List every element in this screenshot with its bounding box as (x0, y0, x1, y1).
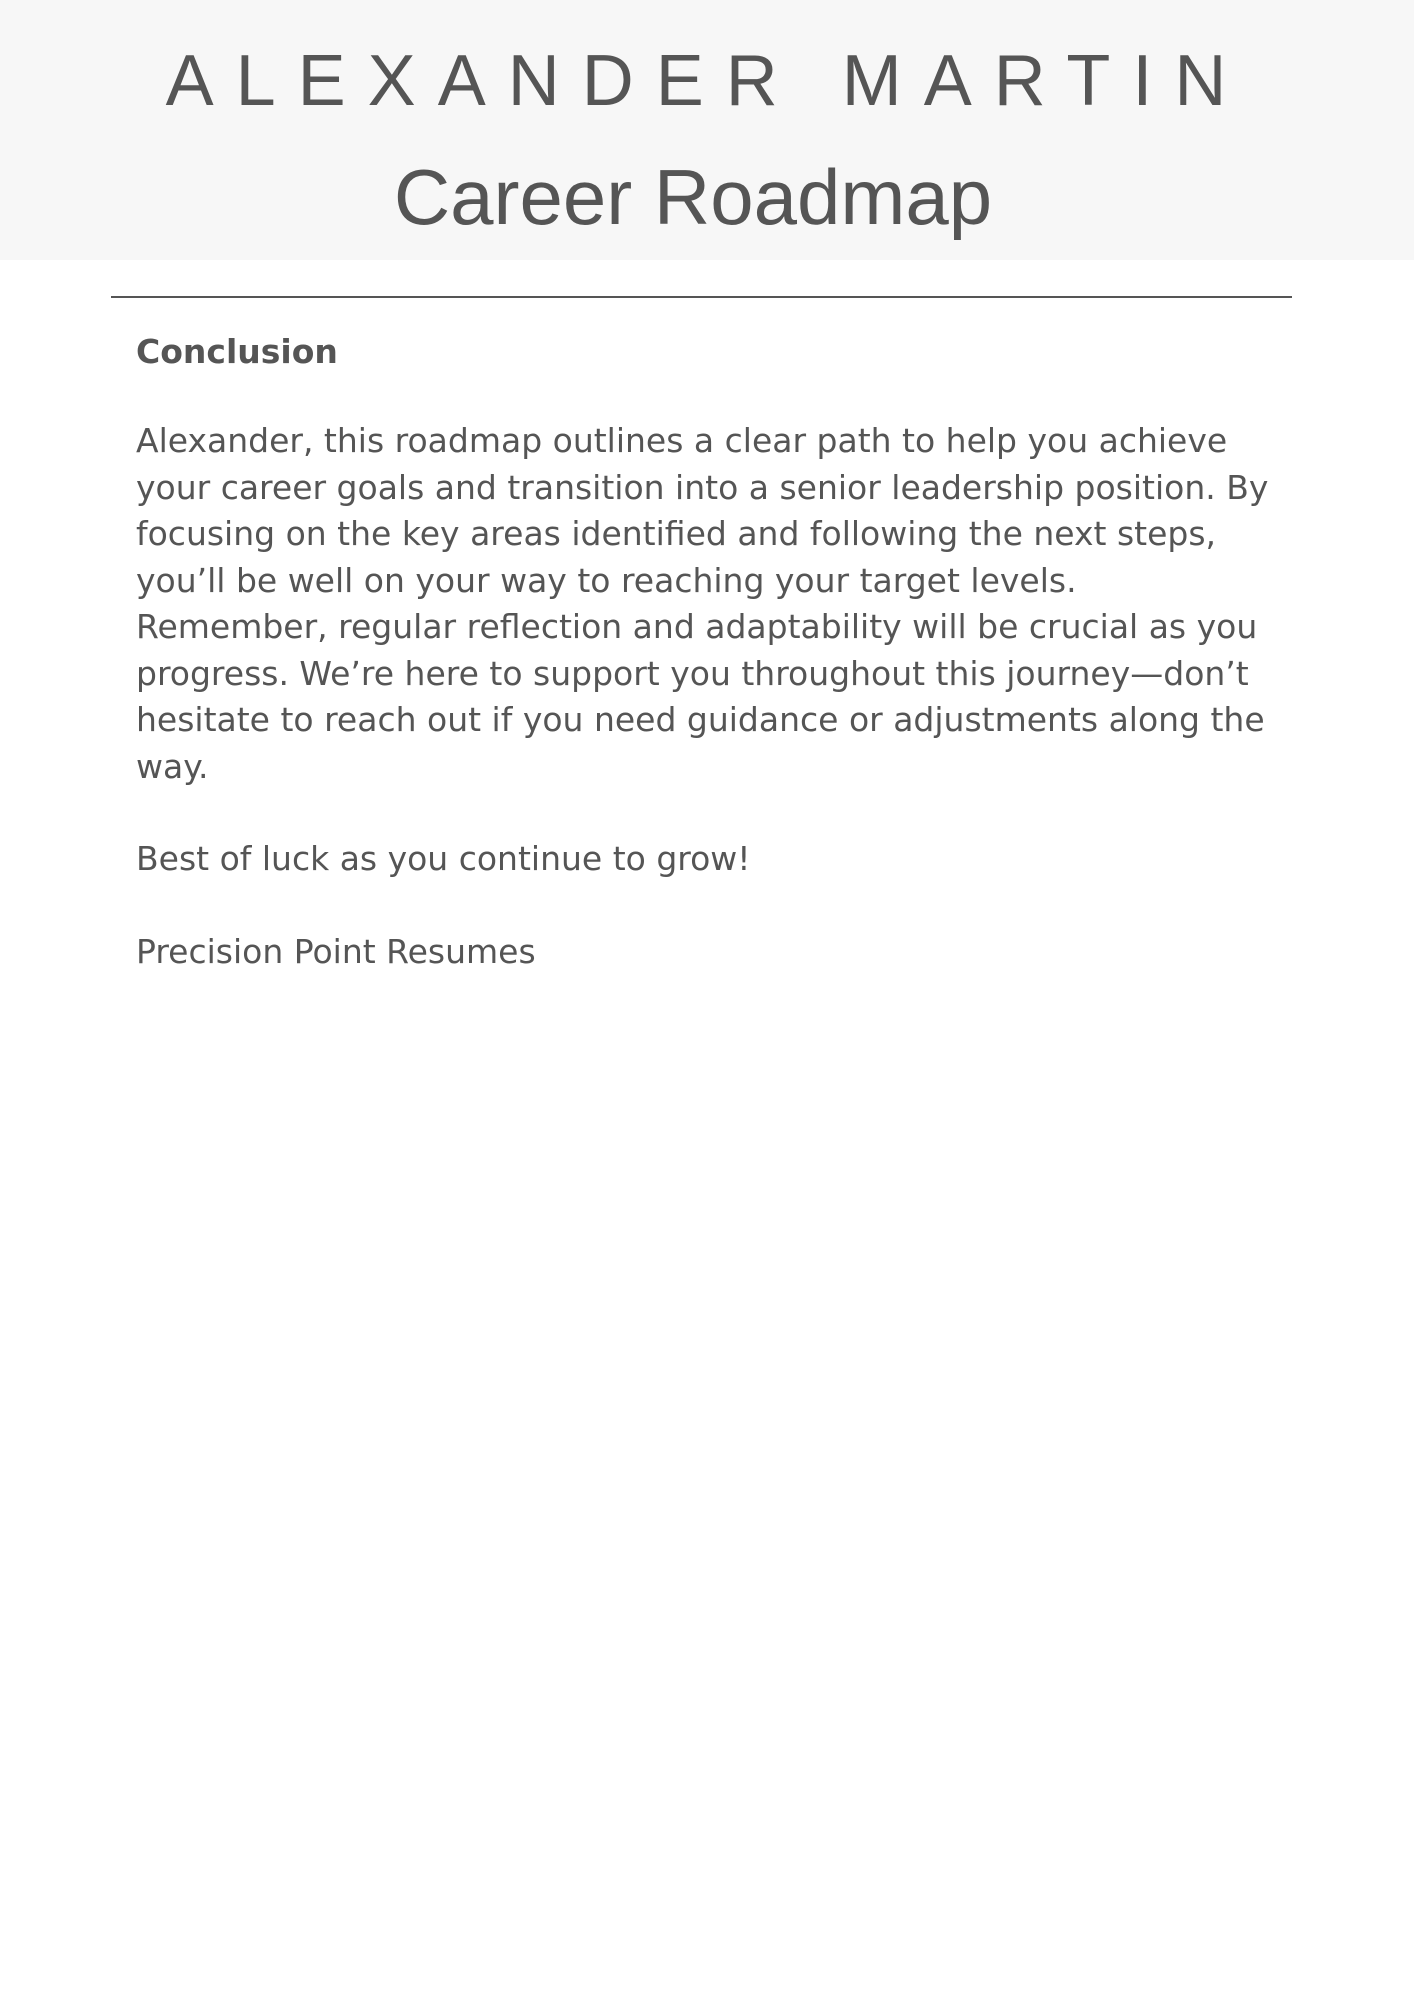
conclusion-paragraph-1: Alexander, this roadmap outlines a clear path to help you achieve your career goals and transition into a senior leadership position. By focusing on the key areas identified and following the next steps, you’ll be well on your way to reaching your target levels. (136, 421, 1269, 600)
conclusion-section (136, 326, 1296, 975)
section-heading: Conclusion (136, 332, 338, 371)
conclusion-paragraph-2: Remember, regular reflection and adaptability will be crucial as you progress. We’re here to support you throughout this journey—don’t hesitate to reach out if you need guidance or adjustments along the way. (136, 607, 1265, 786)
page-header (0, 0, 1414, 260)
spacer (136, 790, 1296, 836)
closing-line: Best of luck as you continue to grow! (136, 839, 751, 878)
spacer (136, 883, 1296, 929)
document-title: Career Roadmap (393, 153, 993, 241)
person-name: ALEXANDER MARTIN (165, 41, 1249, 121)
signature: Precision Point Resumes (136, 931, 536, 971)
header-divider (111, 296, 1292, 298)
